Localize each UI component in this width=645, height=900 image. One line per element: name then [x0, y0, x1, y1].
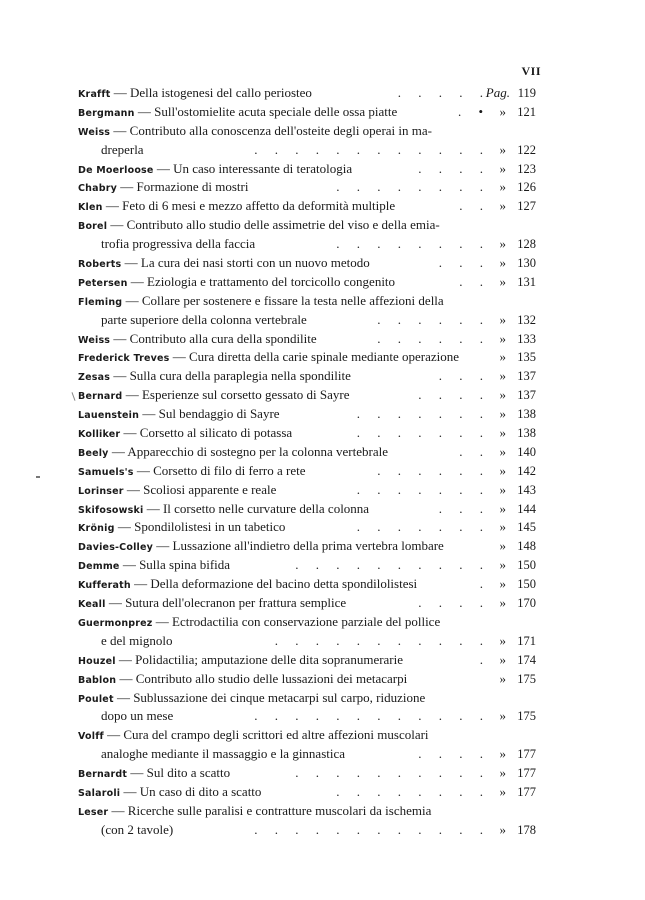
page-ref: 138 — [517, 426, 536, 441]
entry-author: De Moerloose — [78, 164, 154, 176]
entry-author: Kolliker — [78, 429, 121, 441]
toc-entry — [78, 84, 536, 103]
leader-dots: . . . . . . . — [356, 406, 490, 422]
toc-entry — [78, 500, 536, 519]
entry-title: (con 2 tavole) — [101, 821, 174, 837]
entry-title: — Ricerche sulle paralisi e contratture muscolari da ischemia — [108, 802, 432, 818]
entry-author: Fleming — [78, 296, 123, 308]
toc-entry — [78, 556, 536, 575]
ditto-mark: » — [499, 255, 506, 271]
ditto-mark: » — [499, 746, 506, 762]
ditto-mark: » — [499, 198, 506, 214]
page-ref: 127 — [517, 199, 536, 214]
page-ref: 171 — [517, 633, 536, 648]
toc-entry-continuation — [78, 141, 536, 160]
ditto-mark: » — [499, 311, 506, 327]
page-ref: 170 — [517, 596, 536, 611]
toc-entry — [78, 594, 536, 613]
ditto-mark: » — [499, 821, 506, 837]
page-ref: 174 — [517, 652, 536, 667]
toc-entry-continuation — [78, 707, 536, 726]
toc-entry — [78, 613, 536, 632]
toc-entry-continuation — [78, 235, 536, 254]
leader-dots: . . . . . . . — [356, 425, 490, 441]
ditto-mark: » — [499, 443, 506, 459]
page-ref: 143 — [517, 482, 536, 497]
leader-dots: . . . — [438, 255, 490, 271]
entry-text — [78, 802, 431, 823]
entry-author: Beely — [78, 447, 109, 459]
ditto-mark: » — [499, 538, 506, 554]
page-ref: 121 — [517, 104, 536, 119]
entry-title: — Scoliosi apparente e reale — [123, 481, 277, 497]
entry-title: — Sul dito a scatto — [127, 765, 231, 781]
leader-dots: . . . . . — [397, 85, 490, 100]
entry-title: — Formazione di mostri — [117, 179, 249, 195]
ditto-mark: » — [499, 103, 506, 119]
entry-text — [78, 216, 440, 237]
toc-entry — [78, 802, 536, 821]
entry-author: Keall — [78, 599, 106, 611]
leader-dots: . . . . . . — [377, 311, 490, 327]
page-ref: 150 — [517, 558, 536, 573]
entry-author: Demme — [78, 561, 120, 573]
toc-entry — [78, 670, 536, 689]
entry-author: Bablon — [78, 674, 117, 686]
leader-dots: . . . — [438, 368, 490, 384]
leader-dots: . . . . — [418, 595, 490, 611]
leader-dots: . — [479, 651, 490, 667]
page-ref: 178 — [517, 822, 536, 837]
entry-author: Davies-Colley — [78, 542, 154, 554]
toc-entry — [78, 726, 536, 745]
leader-dots: . . . . — [418, 387, 490, 403]
toc-entry — [78, 160, 536, 179]
entry-text — [78, 726, 429, 747]
page-ref: 148 — [517, 539, 536, 554]
ditto-mark: » — [499, 670, 506, 686]
entry-author: Bernardt — [78, 769, 128, 781]
entry-author: Guermonprez — [78, 617, 153, 629]
entry-author: Kufferath — [78, 580, 131, 592]
entry-author: Roberts — [78, 259, 122, 271]
leader-dots: . . — [459, 443, 490, 459]
page-ref: 145 — [517, 520, 536, 535]
entry-title: — Un caso di dito a scatto — [120, 783, 262, 799]
entry-title: — Sutura dell'olecranon per frattura semplice — [105, 595, 347, 611]
entry-title: — Esperienze sul corsetto gessato di Sayre — [122, 387, 350, 403]
entry-title: dreperla — [101, 141, 144, 157]
page-ref: 122 — [517, 142, 536, 157]
entry-title: — Spondilolistesi in un tabetico — [114, 519, 286, 535]
page-ref: 137 — [517, 388, 536, 403]
entry-author: Bergmann — [78, 107, 135, 119]
page-ref: 150 — [517, 577, 536, 592]
ditto-mark: » — [499, 519, 506, 535]
entry-author: Weiss — [78, 126, 111, 138]
leader-dots: . . . . . . . — [356, 481, 490, 497]
page-ref: 119 — [517, 86, 536, 100]
ditto-mark: » — [499, 651, 506, 667]
entry-title: — Cura diretta della carie spinale mediante operazione — [169, 349, 459, 365]
leader-dots: . . . . . . . . — [336, 236, 490, 252]
entry-title: — Eziologia e trattamento del torcicollo congenito — [127, 273, 396, 289]
page-ref: 131 — [517, 274, 536, 289]
entry-title: e del mignolo — [101, 632, 173, 648]
toc-entry — [78, 424, 536, 443]
entry-title: — Un caso interessante di teratologia — [153, 160, 353, 176]
ditto-mark: » — [499, 481, 506, 497]
entry-title: trofia progressiva della faccia — [101, 236, 256, 252]
leader-dots: . . — [459, 198, 490, 214]
entry-title: — Contributo allo studio delle lussazioni dei metacarpi — [116, 670, 408, 686]
entry-author: Poulet — [78, 693, 114, 705]
page-ref: 140 — [517, 444, 536, 459]
leader-dots: . . — [459, 273, 490, 289]
toc-entry — [78, 292, 536, 311]
entry-title: — Apparecchio di sostegno per la colonna vertebrale — [108, 443, 388, 459]
leader-dots: . . . . . . . . — [336, 179, 490, 195]
entry-title: — Cura del crampo degli scrittori ed altre affezioni muscolari — [103, 727, 429, 743]
entry-author: Lorinser — [78, 485, 124, 497]
entry-text — [78, 292, 444, 313]
entry-author: Skifosowski — [78, 504, 144, 516]
toc-entry — [78, 330, 536, 349]
ditto-mark: » — [499, 273, 506, 289]
page-ref: 137 — [517, 369, 536, 384]
entry-title: — Sulla spina bifida — [119, 557, 231, 573]
ditto-mark: » — [499, 595, 506, 611]
toc-entry — [78, 518, 536, 537]
entry-author: Krönig — [78, 523, 115, 535]
entry-author: Leser — [78, 806, 109, 818]
toc-entry — [78, 122, 536, 141]
entry-title: — Sull'ostomielite acuta speciale delle ossa piatte — [134, 103, 398, 119]
entry-title: — Corsetto di filo di ferro a rete — [133, 462, 306, 478]
entry-title: — Sublussazione dei cinque metacarpi sul carpo, riduzione — [113, 689, 426, 705]
page-ref: 175 — [517, 709, 536, 724]
entry-title: — Ectrodactilia con conservazione parziale del pollice — [152, 613, 441, 629]
entry-author: Houzel — [78, 655, 116, 667]
toc-entry-continuation — [78, 821, 536, 840]
ditto-mark: » — [499, 349, 506, 365]
entry-title: — Della deformazione del bacino detta spondilolistesi — [130, 576, 418, 592]
leader-dots: . . . . . . — [377, 462, 490, 478]
entry-author: Volff — [78, 731, 104, 743]
leader-dots: . . . . — [418, 160, 490, 176]
entry-author: Chabry — [78, 183, 118, 195]
entry-text — [78, 670, 407, 691]
page-label: Pag. — [485, 85, 510, 100]
table-of-contents — [78, 84, 536, 840]
ditto-mark: » — [499, 500, 506, 516]
toc-entry — [78, 764, 536, 783]
ditto-mark: » — [499, 708, 506, 724]
ditto-mark: » — [499, 141, 506, 157]
page-ref: 177 — [517, 766, 536, 781]
page-ref: 138 — [517, 407, 536, 422]
entry-title: — Polidactilia; amputazione delle dita sopranumerarie — [115, 651, 404, 667]
entry-author: Frederick Treves — [78, 353, 170, 365]
toc-entry — [78, 537, 536, 556]
page-ref: 177 — [517, 747, 536, 762]
entry-author: Samuels's — [78, 466, 134, 478]
leader-dots: . . . . . . . . . . — [295, 557, 490, 573]
entry-title: — Collare per sostenere e fissare la testa nelle affezioni della — [122, 292, 444, 308]
entry-title: — Corsetto al silicato di potassa — [120, 425, 293, 441]
toc-entry — [78, 178, 536, 197]
ditto-mark: » — [499, 557, 506, 573]
entry-title: parte superiore della colonna vertebrale — [101, 311, 307, 327]
ditto-mark: » — [499, 387, 506, 403]
entry-author: Klen — [78, 202, 103, 214]
entry-author: Bernard — [78, 391, 123, 403]
entry-title: dopo un mese — [101, 708, 174, 724]
entry-title: — La cura dei nasi storti con un nuovo metodo — [121, 255, 370, 271]
leader-dots: . . . . — [418, 746, 490, 762]
ditto-mark: » — [499, 179, 506, 195]
toc-entry-continuation — [78, 745, 536, 764]
entry-author: Krafft — [78, 89, 111, 100]
entry-author: Lauenstein — [78, 410, 140, 422]
toc-entry — [78, 651, 536, 670]
entry-title: — Contributo alla conoscenza dell'osteite degli operai in ma- — [110, 122, 432, 138]
page-number: VII — [521, 64, 541, 78]
page-ref: 135 — [517, 350, 536, 365]
ditto-mark: » — [499, 406, 506, 422]
entry-text — [78, 689, 425, 710]
page-ref: 123 — [517, 161, 536, 176]
page-ref: 142 — [517, 463, 536, 478]
entry-author: Weiss — [78, 334, 111, 346]
leader-dots: . — [479, 576, 490, 592]
toc-entry — [78, 575, 536, 594]
ditto-mark: » — [499, 632, 506, 648]
entry-title: — Lussazione all'indietro della prima vertebra lombare — [153, 538, 444, 554]
page-ref: 132 — [517, 312, 536, 327]
ditto-mark: » — [499, 236, 506, 252]
page-ref: 144 — [517, 501, 536, 516]
toc-entry — [78, 386, 536, 405]
page-ref: 130 — [517, 256, 536, 271]
scan-mark — [71, 392, 75, 401]
ditto-mark: » — [499, 576, 506, 592]
leader-dots: . • — [457, 103, 490, 119]
toc-entry — [78, 443, 536, 462]
toc-entry — [78, 348, 536, 367]
page-ref: 128 — [517, 237, 536, 252]
ditto-mark: » — [499, 462, 506, 478]
leader-dots: . . . — [438, 500, 490, 516]
page-ref: 175 — [517, 671, 536, 686]
entry-title: — Contributo allo studio delle assimetrie del viso e della emia- — [107, 217, 440, 233]
leader-dots: . . . . . . . . . . . . — [254, 141, 490, 157]
toc-entry-continuation — [78, 632, 536, 651]
toc-entry — [78, 197, 536, 216]
entry-author: Petersen — [78, 277, 128, 289]
entry-title: — Sul bendaggio di Sayre — [139, 406, 280, 422]
page-ref: 126 — [517, 180, 536, 195]
ditto-mark: » — [499, 765, 506, 781]
leader-dots: . . . . . . . . . . — [295, 765, 490, 781]
entry-text — [78, 122, 432, 143]
entry-title: — Feto di 6 mesi e mezzo affetto da deformità multiple — [102, 198, 396, 214]
leader-dots: . . . . . . . — [356, 519, 490, 535]
entry-title: analoghe mediante il massaggio e la ginnastica — [101, 746, 346, 762]
toc-entry — [78, 405, 536, 424]
scan-mark — [36, 476, 40, 478]
entry-text — [78, 537, 444, 558]
toc-entry — [78, 689, 536, 708]
toc-entry — [78, 273, 536, 292]
toc-entry — [78, 462, 536, 481]
entry-title: — Sulla cura della paraplegia nella spondilite — [110, 368, 351, 384]
leader-dots: . . . . . . . . . . . — [274, 632, 490, 648]
toc-entry — [78, 481, 536, 500]
ditto-mark: » — [499, 783, 506, 799]
entry-author: Salaroli — [78, 787, 121, 799]
entry-author: Zesas — [78, 372, 111, 384]
toc-entry — [78, 783, 536, 802]
entry-title: — Della istogenesi del callo periosteo — [110, 85, 312, 100]
leader-dots: . . . . . . — [377, 330, 490, 346]
page-ref: 133 — [517, 331, 536, 346]
entry-text — [78, 613, 440, 634]
ditto-mark: » — [499, 160, 506, 176]
ditto-mark: » — [499, 425, 506, 441]
toc-entry — [78, 103, 536, 122]
toc-entry — [78, 367, 536, 386]
leader-dots: . . . . . . . . — [336, 783, 490, 799]
entry-title: — Contributo alla cura della spondilite — [110, 330, 317, 346]
leader-dots: . . . . . . . . . . . . — [254, 708, 490, 724]
toc-entry-continuation — [78, 311, 536, 330]
entry-text — [78, 348, 459, 369]
page-ref: 177 — [517, 784, 536, 799]
leader-dots: . . . . . . . . . . . . — [254, 821, 490, 837]
entry-author: Borel — [78, 221, 108, 233]
toc-entry — [78, 216, 536, 235]
entry-title: — Il corsetto nelle curvature della colonna — [143, 500, 370, 516]
ditto-mark: » — [499, 330, 506, 346]
ditto-mark: » — [499, 368, 506, 384]
toc-entry — [78, 254, 536, 273]
